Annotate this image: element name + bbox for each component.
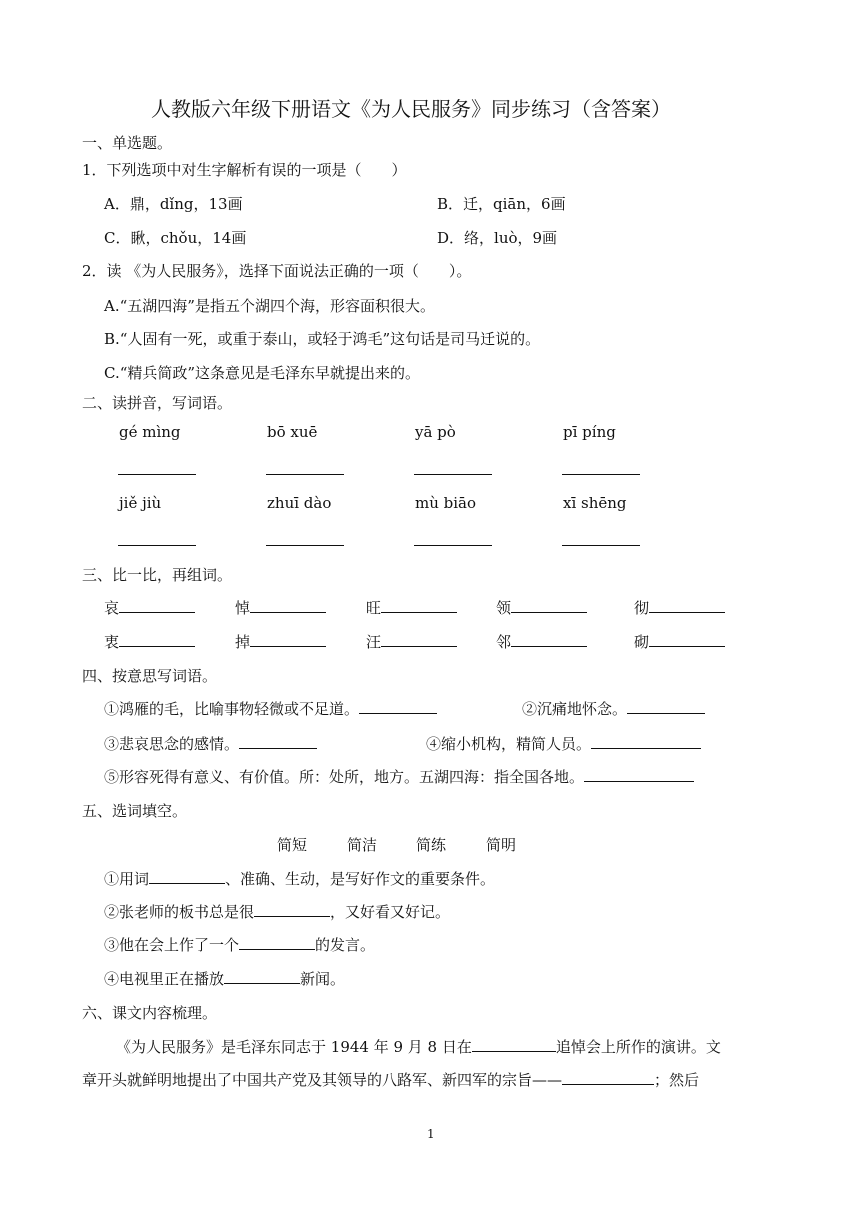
section-1-heading: 一、单选题。 — [82, 134, 173, 152]
answer-blank[interactable] — [584, 767, 694, 782]
answer-blank[interactable] — [254, 902, 330, 917]
question-1-option-c: C．瞅，chǒu，14画 — [104, 229, 247, 247]
answer-blank[interactable] — [149, 869, 225, 884]
word-choice-3: 简练 — [416, 836, 447, 854]
fill-sentence-2: ②张老师的板书总是很 ，又好看又好记。 — [104, 903, 451, 921]
word-choice-1: 简短 — [277, 836, 308, 854]
compare-char-4: 领 — [496, 598, 587, 618]
compare-char-3: 旺 — [366, 598, 457, 618]
answer-blank[interactable] — [224, 969, 300, 984]
question-1-stem: 1．下列选项中对生字解析有误的一项是（ ） — [82, 161, 407, 179]
question-1-option-a: A．鼎，dǐng，13画 — [104, 195, 243, 213]
answer-blank[interactable] — [239, 935, 315, 950]
answer-blank[interactable] — [627, 699, 705, 714]
meaning-item-4: ④缩小机构，精简人员。 — [426, 734, 701, 754]
section-4-heading: 四、按意思写词语。 — [82, 667, 218, 685]
answer-blank[interactable] — [649, 598, 725, 613]
answer-blank[interactable] — [414, 545, 492, 546]
compare-char-8: 汪 — [366, 632, 457, 652]
answer-blank[interactable] — [266, 545, 344, 546]
answer-blank[interactable] — [118, 545, 196, 546]
pinyin-7: mù biāo — [415, 494, 477, 512]
answer-blank[interactable] — [591, 734, 701, 749]
answer-blank[interactable] — [250, 598, 326, 613]
pinyin-8: xī shēng — [563, 494, 627, 512]
compare-char-10: 砌 — [634, 632, 725, 652]
section-6-heading: 六、课文内容梳理。 — [82, 1004, 218, 1022]
answer-blank[interactable] — [381, 632, 457, 647]
pinyin-6: zhuī dào — [267, 494, 332, 512]
pinyin-3: yā pò — [415, 423, 456, 441]
answer-blank[interactable] — [359, 699, 437, 714]
answer-blank[interactable] — [472, 1037, 556, 1052]
question-1-option-b: B．迁，qiān，6画 — [437, 195, 566, 213]
compare-char-5: 彻 — [634, 598, 725, 618]
compare-char-1: 哀 — [104, 598, 195, 618]
question-2-option-c: C.“精兵简政”这条意见是毛泽东早就提出来的。 — [104, 364, 421, 382]
section-3-heading: 三、比一比，再组词。 — [82, 566, 233, 584]
page-number: 1 — [427, 1127, 435, 1141]
compare-char-9: 邻 — [496, 632, 587, 652]
answer-blank[interactable] — [119, 598, 195, 613]
section-2-heading: 二、读拼音，写词语。 — [82, 394, 233, 412]
pinyin-1: gé mìng — [119, 423, 181, 441]
meaning-item-3: ③悲哀思念的感情。 — [104, 734, 317, 754]
word-choice-4: 简明 — [486, 836, 517, 854]
compare-char-6: 衷 — [104, 632, 195, 652]
pinyin-4: pī píng — [563, 423, 616, 441]
meaning-item-5: ⑤形容死得有意义、有价值。所：处所，地方。五湖四海：指全国各地。 — [104, 767, 694, 787]
pinyin-5: jiě jiù — [119, 494, 162, 512]
answer-blank[interactable] — [266, 474, 344, 475]
answer-blank[interactable] — [649, 632, 725, 647]
answer-blank[interactable] — [239, 734, 317, 749]
meaning-item-1: ①鸿雁的毛，比喻事物轻微或不足道。 — [104, 699, 437, 719]
question-2-option-b: B.“人固有一死，或重于泰山，或轻于鸿毛”这句话是司马迁说的。 — [104, 330, 541, 348]
answer-blank[interactable] — [562, 545, 640, 546]
answer-blank[interactable] — [250, 632, 326, 647]
compare-char-2: 悼 — [235, 598, 326, 618]
word-choice-2: 简洁 — [347, 836, 378, 854]
answer-blank[interactable] — [511, 632, 587, 647]
question-1-option-d: D．络，luò，9画 — [437, 229, 558, 247]
fill-sentence-4: ④电视里正在播放 新闻。 — [104, 970, 346, 988]
compare-char-7: 掉 — [235, 632, 326, 652]
summary-line-2: 章开头就鲜明地提出了中国共产党及其领导的八路军、新四军的宗旨—— ；然后 — [82, 1071, 700, 1089]
answer-blank[interactable] — [118, 474, 196, 475]
question-2-stem: 2．读 《为人民服务》，选择下面说法正确的一项（ ）。 — [82, 262, 472, 280]
answer-blank[interactable] — [562, 474, 640, 475]
answer-blank[interactable] — [119, 632, 195, 647]
answer-blank[interactable] — [562, 1070, 654, 1085]
pinyin-2: bō xuē — [267, 423, 318, 441]
question-2-option-a: A.“五湖四海”是指五个湖四个海，形容面积很大。 — [104, 297, 435, 315]
answer-blank[interactable] — [381, 598, 457, 613]
meaning-item-2: ②沉痛地怀念。 — [522, 699, 705, 719]
summary-line-1: 《为人民服务》是毛泽东同志于 1944 年 9 月 8 日在 追悼会上所作的演讲。文 — [116, 1038, 721, 1056]
answer-blank[interactable] — [414, 474, 492, 475]
fill-sentence-3: ③他在会上作了一个 的发言。 — [104, 936, 376, 954]
fill-sentence-1: ①用词 、准确、生动，是写好作文的重要条件。 — [104, 870, 496, 888]
section-5-heading: 五、选词填空。 — [82, 802, 188, 820]
answer-blank[interactable] — [511, 598, 587, 613]
document-title: 人教版六年级下册语文《为人民服务》同步练习（含答案） — [151, 97, 671, 121]
